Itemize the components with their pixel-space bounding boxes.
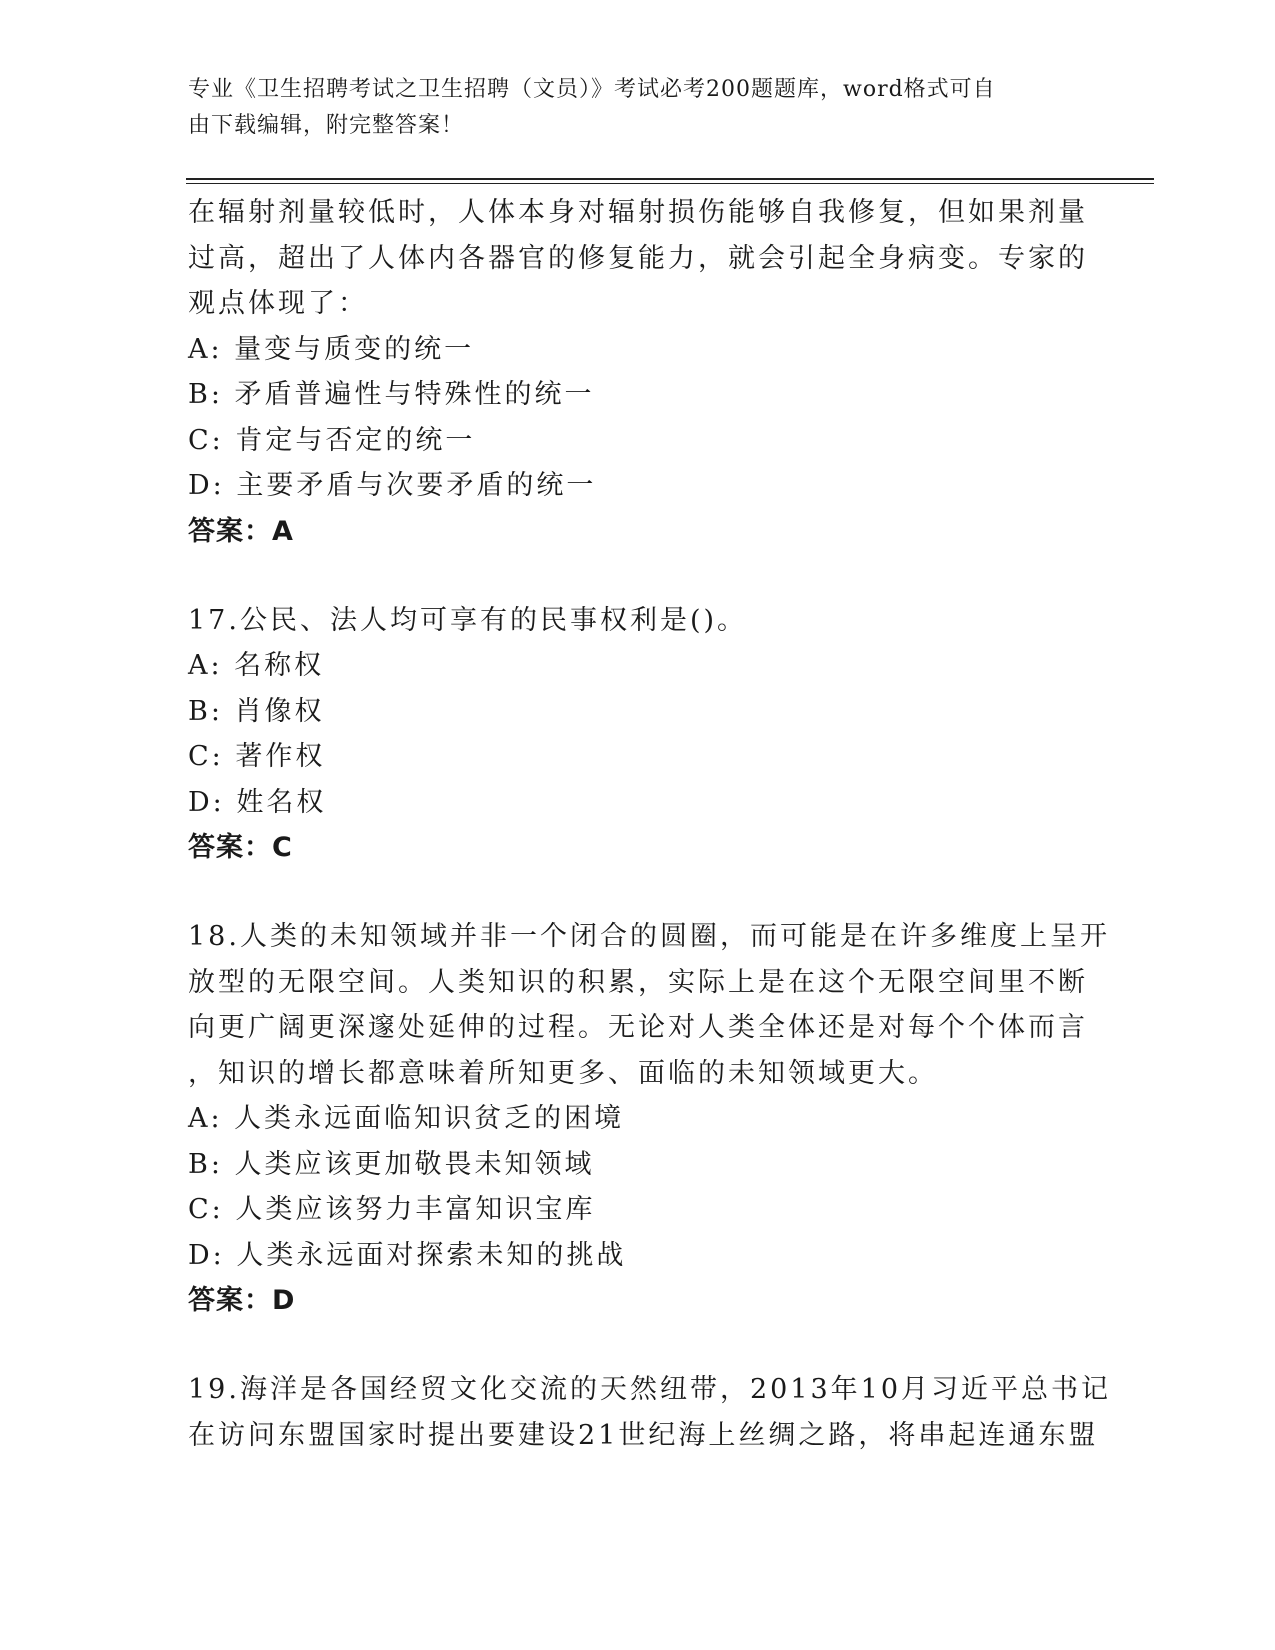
- question-stem: 18.人类的未知领域并非一个闭合的圆圈，而可能是在许多维度上呈开: [188, 921, 1110, 952]
- option-b: B: 人类应该更加敬畏未知领域: [188, 1148, 595, 1180]
- header-title-line-2: 由下载编辑，附完整答案！: [188, 113, 465, 138]
- option-b: B: 矛盾普遍性与特殊性的统一: [188, 379, 595, 410]
- question-stem: 向更广阔更深邃处延伸的过程。无论对人类全体还是对每个个体而言: [188, 1012, 1088, 1043]
- question-block: [188, 1367, 1112, 1458]
- question-stem: 在访问东盟国家时提出要建设21世纪海上丝绸之路，将串起连通东盟: [188, 1419, 1099, 1451]
- option-d: D: 姓名权: [188, 786, 327, 818]
- question-stem: 观点体现了：: [188, 288, 368, 319]
- option-c: C: 著作权: [188, 741, 326, 772]
- question-stem: 在辐射剂量较低时，人体本身对辐射损伤能够自我修复，但如果剂量: [188, 197, 1088, 228]
- question-stem: 17.公民、法人均可享有的民事权利是()。: [188, 604, 748, 636]
- answer-label: 答案：A: [188, 515, 294, 547]
- option-d: D: 人类永远面对探索未知的挑战: [188, 1239, 627, 1271]
- option-a: A: 人类永远面临知识贫乏的困境: [188, 1103, 625, 1134]
- option-a: A: 名称权: [188, 650, 325, 681]
- question-block: [188, 598, 1088, 872]
- question-stem: 19.海洋是各国经贸文化交流的天然纽带，2013年10月习近平总书记: [188, 1374, 1112, 1405]
- question-block: [188, 190, 1088, 555]
- header-divider: [186, 178, 1154, 180]
- question-block: [188, 914, 1110, 1324]
- option-a: A: 量变与质变的统一: [188, 333, 475, 365]
- option-d: D: 主要矛盾与次要矛盾的统一: [188, 470, 597, 501]
- option-c: C: 人类应该努力丰富知识宝库: [188, 1194, 596, 1225]
- answer-label: 答案：C: [188, 832, 293, 863]
- header-title-line-1: 专业《卫生招聘考试之卫生招聘（文员）》考试必考200题题库，word格式可自: [188, 77, 996, 102]
- question-stem: 过高，超出了人体内各器官的修复能力，就会引起全身病变。专家的: [188, 242, 1088, 274]
- option-b: B: 肖像权: [188, 695, 325, 727]
- document-body: [188, 190, 1112, 1458]
- answer-label: 答案：D: [188, 1285, 296, 1316]
- page-header: [188, 72, 1068, 144]
- question-stem: 放型的无限空间。人类知识的积累，实际上是在这个无限空间里不断: [188, 966, 1088, 998]
- option-c: C: 肯定与否定的统一: [188, 424, 476, 456]
- header-divider-thin: [186, 183, 1154, 184]
- question-stem: ，知识的增长都意味着所知更多、面临的未知领域更大。: [188, 1057, 938, 1089]
